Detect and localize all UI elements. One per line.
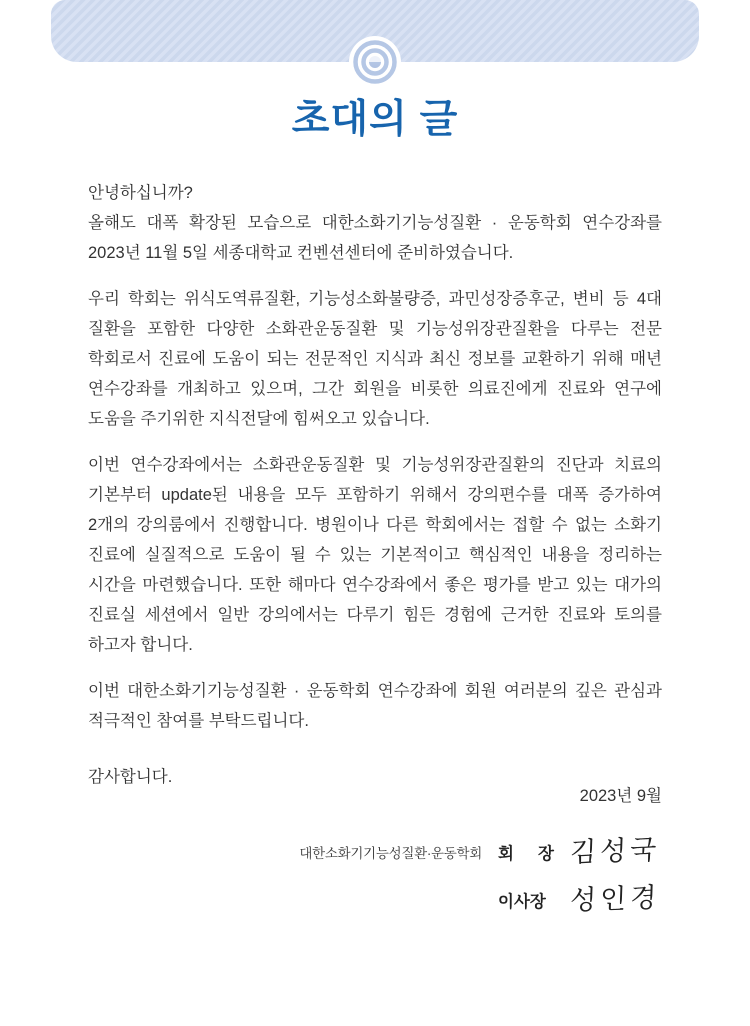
organization-name: 대한소화기기능성질환·운동학회 (299, 846, 482, 861)
signature-block (299, 830, 662, 922)
paragraph-3: 이번 연수강좌에서는 소화관운동질환 및 기능성위장관질환의 진단과 치료의 기본부터 update된 내용을 모두 포함하기 위해서 강의편수를 대폭 증가하여 2개의 강의룸에서 진행합니다. 병원이나 다른 학회에서는 접할 수 없는 소화기 진료에 실질적으로 도움이 될 수 있는 기본적이고 핵심적인 내용을 정리하는 시간을 마련했습니다. 또한 해마다 연수강좌에서 좋은 평가를 받고 있는 대가의 진료실 세션에서 일반 강의에서는 다루기 힘든 경험에 근거한 진료와 토의를 하고자 합니다. (88, 456, 662, 654)
concentric-circles-icon (349, 36, 401, 88)
chairman-signature: 성인경 (569, 882, 661, 917)
president-title: 회 장 (498, 845, 554, 863)
paragraph-1: 올해도 대폭 확장된 모습으로 대한소화기기능성질환 · 운동학회 연수강좌를 2023년 11월 5일 세종대학교 컨벤션센터에 준비하였습니다. (88, 214, 662, 262)
page-title: 초대의 글 (291, 98, 459, 141)
paragraph-4: 이번 대한소화기기능성질환 · 운동학회 연수강좌에 회원 여러분의 깊은 관심과 적극적인 참여를 부탁드립니다. (88, 682, 662, 730)
greeting-line: 안녕하십니까? (88, 184, 193, 202)
paragraph-2: 우리 학회는 위식도역류질환, 기능성소화불량증, 과민성장증후군, 변비 등 4대 질환을 포함한 다양한 소화관운동질환 및 기능성위장관질환을 다루는 전문 학회로서 진료에 도움이 되는 전문적인 지식과 최신 정보를 교환하기 위해 매년 연수강좌를 개최하고 있으며, 그간 회원을 비롯한 의료진에게 진료와 연구에 도움을 주기위한 지식전달에 힘써오고 있습니다. (88, 290, 662, 428)
president-signature: 김성국 (569, 834, 661, 869)
date-line: 2023년 9월 (579, 787, 662, 805)
letter-body (88, 178, 662, 792)
society-emblem-icon (349, 36, 401, 88)
chairman-title: 이사장 (498, 893, 546, 911)
signature-row-chairman (299, 878, 662, 922)
signature-row-president (299, 830, 662, 874)
closing-line: 감사합니다. (88, 768, 173, 786)
